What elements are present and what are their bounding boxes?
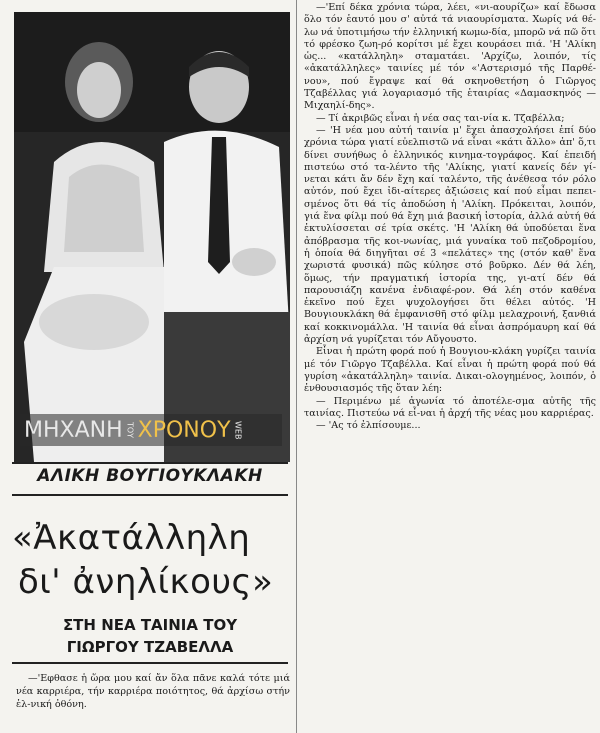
body-paragraph: — Τί ἀκριβῶς εἶναι ἡ νέα σας ται-νία κ. Τζαβέλλα; [316,112,565,124]
actress-name: ΑΛΙΚΗ ΒΟΥΓΙΟΥΚΛΑΚΗ [37,466,263,486]
body-paragraph: Εἶναι ἡ πρώτη φορά πού ἡ Βουγιου-κλάκη γυρίζει ταινία μέ τόν Γιῶργο Τζαβέλλα. Καί εἶναι ἡ πρώτη φορά πού θά γυρίση «ἀκατάλληλη» ταινία. Δικαι-ολογημένος, λοιπόν, ὁ ἐνθουσιασμός τῆς ὅταν λέη: [304,346,596,395]
photo-aliki-and-tzavellas [14,12,290,462]
body-paragraph: — 'Η νέα μου αὐτή ταινία μ' ἔχει ἀπασχολήσει ἐπί δύο χρόνια τώρα γιατί εὐελπιστῶ νά εἶναι «κάτι ἄλλο» ἀπ' ὅ,τι δίνει συνήθως ὁ ἑλληνικός κινημα-τογράφος. Καί ἐπειδή πιστεύω στό τα-λέντο τῆς 'Αλίκης, γιατί κανείς δέν γί-νεται κάτι ἄν δέν ἔχη καί ταλέντο, τῆς ἀνέθεσα τόν ρόλο αὐτόν, πού ἔχει ἰδι-αίτερες ἀξιώσεις καί πού εἶμαι πεπει-σμένος ὅτι θά τίς ἀποδώση ἡ 'Αλίκη. Πρόκειται, λοιπόν, γιά ἕνα φίλμ πού θά ἔχη μιά βασική ἱστορία, ἀλλά αὐτή θά ἐκτυλίσσεται σέ τρία σκέτς. 'Η 'Αλίκη θά ὑποδύεται ἕνα ἀπόβρασμα τῆς κοι-νωνίας, μιά γυναίκα τοῦ πεζοδρομίου, ἡ ὁποία θά διηγῆται σέ 3 «πελάτες» της (στόν καθ' ἕνα χωριστά φυσικά) πῶς κύλησε στό βοῦρκο. Δέν θά λέη, ὅμως, τήν πραγματική ἱστορία της, γι-ατί δέν θά παρουσιάζη κανένα ἐνδιαφέ-ρον. Θά λέη στόν καθένα ἐκεῖνο πού ἔχει ψυχολογήσει ὅτι θέλει αὐτός. 'Η Βουγιουκλάκη θά ἐμφανισθῆ στό φίλμ μελαχροινή, ξανθιά καί κοκκινομάλλα. 'Η ταινία θά εἶναι ἀσπρόμαυρη καί θά ἀρχίση νά γυρίζεται τόν Αὔγουστο. [304,124,596,346]
subtitle-line-2: ΓΙΩΡΓΟΥ ΤΖΑΒΕΛΛΑ [66,638,234,656]
watermark-text-2: ΤΟΥ [125,421,135,439]
left-column [6,0,292,733]
intro-text: —'Εφθασε ἡ ὥρα μου καί ἄν ὅλα πᾶνε καλά τότε μιά νέα καρριέρα, τήν καρριέρα ποιότητος, θά ἀρχίσω στήν ἑλ-νική ὀθόνη. [16,673,290,710]
divider-rule [12,462,288,464]
watermark-text-3: ΧΡΟΝΟΥ [137,417,231,443]
title-line-2: δι' ἀνηλίκους» [18,562,274,602]
body-paragraph: —'Επί δέκα χρόνια τώρα, λέει, «νι-αουρίζω» καί ἔδωσα ὅλο τόν ἑαυτό μου σ' αὐτά τά νιαουρίσματα. Χωρίς νά θέ-λω νά ὑποτιμήσω τήν ἑλληνική κωμω-δία, μπορῶ νά πῶ ὅτι τό φρέσκο ζωη-ρό κορίτσι μέ ἔχει κουράσει πιά. 'Η 'Αλίκη ὡς... «κατάλληλη» σταματάει. 'Αρχίζω, λοιπόν, τίς «ἀκατάλληλες» ταινίες μέ τόν «'Αστερισμό τῆς Παρθέ-νου», πού ἔγραψε καί θά σκηνοθετήση ὁ Γιῶργος Τζαβέλλας γιά λογαριασμό τῆς ἑταιρίας «Δαμασκηνός — Μιχαηλί-δης». [304,2,596,112]
intro-paragraph [16,672,290,711]
article-title [12,516,288,604]
divider-rule [12,662,288,664]
body-paragraph: — Περιμένω μέ ἀγωνία τό ἀποτέλε-σμα αὐτῆς τῆς ταινίας. Πιστεύω νά εἶ-ναι ἡ ἀρχή τῆς νέας μου καρριέρας. [304,395,596,419]
title-line-1: «Ἀκατάλληλη [12,518,251,558]
watermark-logo [20,414,282,446]
photo-illustration [14,12,290,462]
divider-rule [12,494,288,496]
body-paragraph: — 'Ας τό ἐλπίσουμε... [316,420,421,432]
article-body [304,2,596,432]
watermark-text-4: WEB [233,420,243,440]
watermark-text-1: ΜΗΧΑΝΗ [24,417,123,443]
subtitle-line-1: ΣΤΗ ΝΕΑ ΤΑΙΝΙΑ ΤΟΥ [62,616,238,634]
article-subtitle [12,614,288,658]
column-divider [296,0,297,733]
